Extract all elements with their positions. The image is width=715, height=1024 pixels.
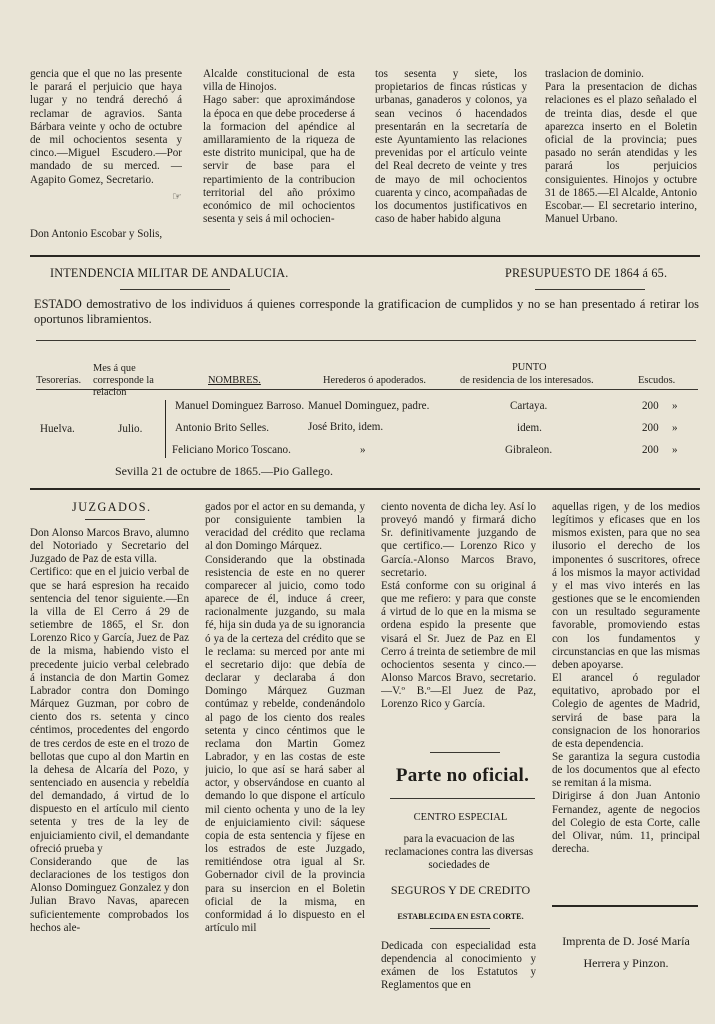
establecida-corte: ESTABLECIDA EN ESTA CORTE. [397,912,524,921]
intendencia-title: INTENDENCIA MILITAR DE ANDALUCIA. [50,266,289,280]
header-punto: de residencia de los interesados. [460,375,594,386]
juzgados-ornament [85,519,145,520]
tesoreria-cell: Huelva. [40,423,75,435]
imprenta-rule [552,905,698,907]
row-escudos: 200 [642,444,659,456]
row-punto: Gibraleon. [505,444,553,456]
row-nombre: Feliciano Morico Toscano. [172,444,291,456]
row-nombre: Manuel Dominguez Barroso. [175,400,305,412]
top-column-1-signature: Don Antonio Escobar y Solis, [30,228,163,240]
row-heredero: » [360,444,366,456]
juzgados-column-2: gados por el actor en su demanda, y por consiguiente tambien la veracidad del crédito que reclama al don Domingo Márquez. Considerando que la obstinada resistencia de este en no querer comparecer al juicio, como todo aparece de él, induce á creer, racionalmente juzgando, su mala fé, hija sin duda ya de su ignorancia ó ya de la certeza del crédito que se le reclama: su merced por ante mi el secretario dijo: que debía de declarar y declaraba á don Domingo Márquez Guzman contúmaz y rebelde, condenándolo al pago de los ciento dos reales setenta y cinco céntimos que le reclama don Martin Gomez Labrador, y en las costas de este juicio, lo que así se hará saber al actor, y observándose en cuanto al demando lo que dispone el artículo mil ciento ochenta y uno de la ley de enjuiciamiento civil: sáquese copia de esta sentencia y fíjese en los estrados de este Juzgado, remitiéndose otra igual al Sr. Gobernador civil de la provincia para su insercion en el Boletin oficial de la misma, en conformidad á lo dispuesto en el artículo mil [205,501,365,934]
top-column-3: tos sesenta y siete, los propietarios de fincas rústicas y urbanas, ganaderos y colonos, ya sean vecinos ó hacendados presentarán en la secretaría de este Ayuntamiento las relaciones prevenidas por el artículo veinte del Real decreto de veinte y tres de mayo de mil ochocientos cuarenta y cinco, acompañadas de los documentos justificativos en caso de haber habido alguna [375,68,527,226]
row-mark: » [672,444,678,456]
mes-cell: Julio. [118,423,143,435]
ornament-right [535,289,645,290]
centro-description: para la evacuacion de las reclamaciones contra las diversas sociedades de [384,833,534,872]
section-divider-top [30,255,700,257]
header-herederos: Herederos ó apoderados. [323,375,426,386]
top-column-1: gencia que el que no las presente le parará el perjuicio que haya lugar y no tendrá derechó á reclamar de agravios. Santa Bárbara veinte y ocho de octubre de mil ochocientos sesenta y cinco.—Miguel Escudero.—Por mandado de su merced. —Agapito Gomez, Secretario. [30,68,182,186]
parte-rule [390,798,535,799]
header-escudos: Escudos. [638,375,676,386]
row-escudos: 200 [642,422,659,434]
row-mark: » [672,422,678,434]
table-header-rule [36,389,698,390]
dedicada-paragraph: Dedicada con especialidad esta dependencia al conocimiento y exámen de los Estatutos y Reglamentos que en [381,940,536,992]
header-nombres: NOMBRES. [208,375,261,386]
parte-ornament-bottom [430,928,490,929]
header-punto-top: PUNTO [512,362,547,373]
row-nombre: Antonio Brito Selles. [175,422,269,434]
imprenta-credit: Imprenta de D. José María Herrera y Pinzon. [562,934,690,970]
row-heredero: José Brito, idem. [308,421,384,433]
parte-ornament-top [430,752,500,753]
ornament-left [120,289,230,290]
juzgados-column-3: ciento noventa de dicha ley. Así lo proveyó mandó y firmará dicho Sr. definitivamente juzgando de que certifico.— Lorenzo Rico y García.-Alonso Marcos Bravo, secretario. Está conforme con su original á que me refiero: y para que conste á virtud de lo que en la misma se ordena espido la presente que visará el Sr. Juez de Paz en El Cerro á treinta de setiembre de mil ochocientos sesenta y cinco.—Alonso Marcos Bravo, secretario.—V.º B.º—El Juez de Paz, Lorenzo Rico y García. [381,501,536,711]
estado-paragraph: ESTADO demostrativo de los individuos á quienes corresponde la gratificacion de cumplidos y no se han presentado á retirar los oportunos libramientos. [34,297,699,326]
header-mes: Mes á que corresponde la relacion [93,363,154,398]
presupuesto-title: PRESUPUESTO DE 1864 á 65. [505,266,668,280]
row-punto: idem. [517,422,542,434]
row-mark: » [672,400,678,412]
header-tesorerias: Tesorerías. [36,375,82,386]
names-bracket [165,400,166,458]
top-column-2: Alcalde constitucional de esta villa de Hinojos. Hago saber: que aproximándose la época en que debe procederse á la formacion del apéndice al amillaramiento de la riqueza de este distrito municipal, que ha de servir de base para el repartimiento de la contribucion territorial del año próximo económico de mil ochocientos sesenta y seis á mil ochocien- [203,68,355,226]
table-footer-signature: Sevilla 21 de octubre de 1865.—Pio Gallego. [115,464,333,478]
parte-no-oficial-title: Parte no oficial. [395,765,530,786]
seguros-credito: SEGUROS Y DE CREDITO [390,883,531,897]
juzgados-title: JUZGADOS. [72,500,152,514]
centro-especial: CENTRO ESPECIAL [413,812,508,823]
estado-rule [36,340,696,341]
section-divider-bottom [30,488,700,490]
top-column-4: traslacion de dominio. Para la presentacion de dichas relaciones es el plazo señalado el de treinta dias, desde el que aparezca inserto en el Boletin oficial de la provincia; pues pasado no serán atendidas y les parará los perjuicios consiguientes. Hinojos y octubre 31 de 1865.—El Alcalde, Antonio Escobar.— El secretario interino, Manuel Urbano. [545,68,697,226]
row-heredero: Manuel Dominguez, padre. [308,400,430,412]
hand-pointer-icon: ☞ [172,191,182,203]
row-escudos: 200 [642,400,659,412]
juzgados-column-1: Don Alonso Marcos Bravo, alumno del Notoriado y Secretario del Juzgado de Paz de esta villa. Certifico: que en el juicio verbal de que se hará espresion ha recaido sentencia del tenor siguiente.—En la villa de El Cerro á 29 de setiembre de 1865, el Sr. don Lorenzo Rico y García, Juez de Paz de la misma, habiendo visto el precedente juicio verbal celebrado á instancia de don Martin Gomez Labrador contra don Domingo Márquez Guzman, por cobro de ciento dos rs. setenta y cinco céntimos, procedentes del engordo de tres cerdos de este en el trozo de bellotas que cupo al don Martin en la dehesa de Alcaría del Pozo, y sentenciado en ausencia y rebeldía del demandado, á virtud de lo dispuesto en el artículo mil ciento setenta y tres de la ley de enjuiciamiento civil, el demandante ofreció prueba y Considerando que de las declaraciones de los testigos don Alonso Dominguez Gonzalez y don Julian Bravo Navas, aparecen suficientemente comprobados los hechos ale- [30,527,189,934]
row-punto: Cartaya. [510,400,548,412]
juzgados-column-4: aquellas rigen, y de los medios legítimos y eficases que en los mismos existen, para que no sea ilusorio el derecho de los imponentes ó suscritores, ofrece á los mismos la mayor actividad y el mas vivo interés en las gestiones que se le encomienden con un resultado seguramente favorable, promoviendo estas con los fundamentos y circunstancias en que las mismas deben apoyarse. El arancel ó regulador equitativo, aprobado por el Colegio de agentes de Madrid, servirá de base para la consignacion de los honorarios de esta dependencia. Se garantiza la segura custodia de los documentos que al efecto se remitan á la misma. Dirigirse á don Juan Antonio Fernandez, agente de negocios del Colegio de esta Corte, calle del Olivar, núm. 11, principal derecha. [552,501,700,856]
